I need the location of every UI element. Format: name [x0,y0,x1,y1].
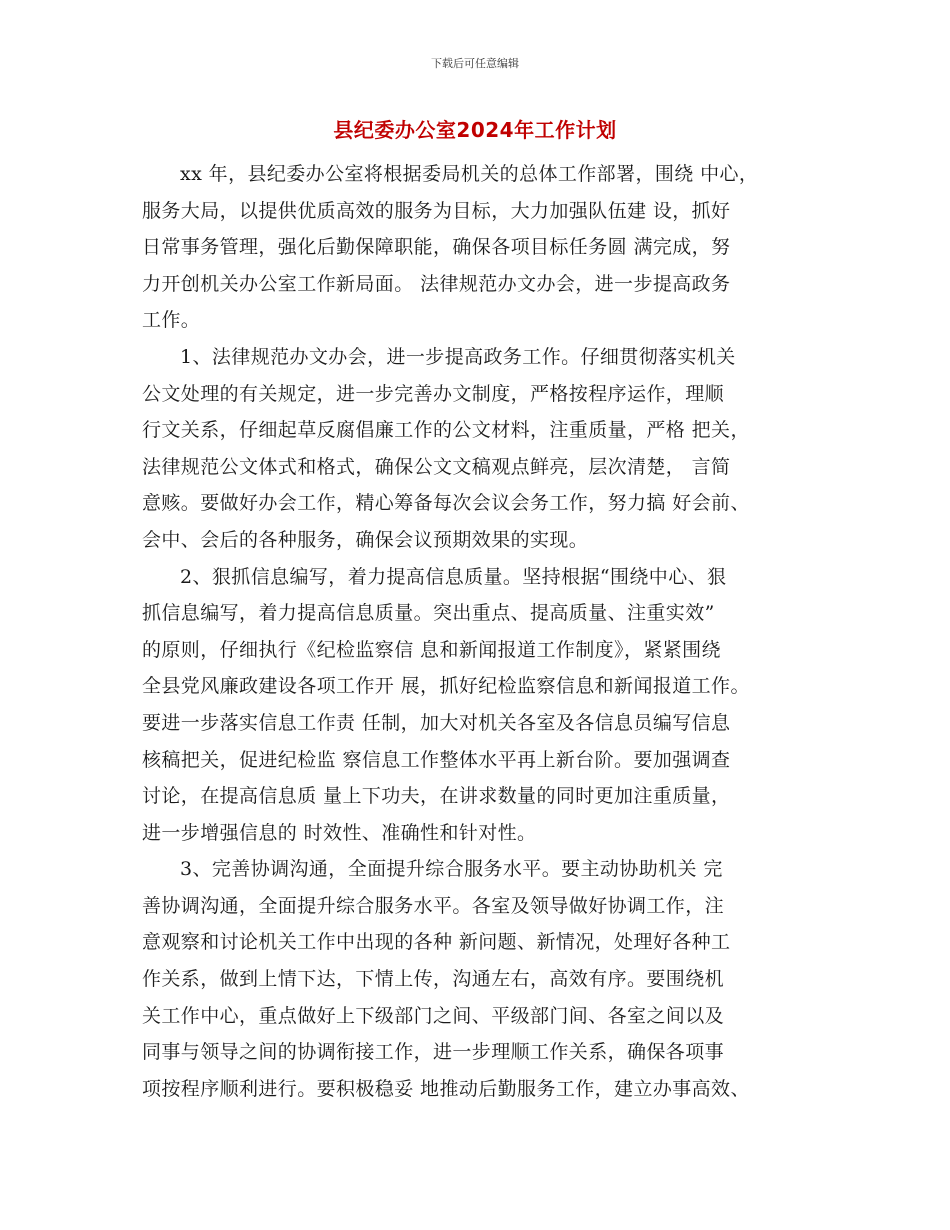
paragraph-line: 关工作中心，重点做好上下级部门之间、平级部门间、各室之间以及 [142,1004,725,1027]
paragraph-line: 进一步增强信息的 时效性、准确性和针对性。 [142,821,537,844]
paragraph-line: 法律规范公文体式和格式，确保公文文稿观点鲜亮，层次清楚， 言简 [142,455,731,478]
paragraph-line: 核稿把关，促进纪检监 察信息工作整体水平再上新台阶。要加强调查 [142,748,731,771]
paragraph-line: 公文处理的有关规定，进一步完善办文制度，严格按程序运作，理顺 [142,382,725,405]
paragraph-line: 力开创机关办公室工作新局面。 法律规范办文办会，进一步提高政务 [142,272,731,295]
paragraph-line: 善协调沟通，全面提升综合服务水平。各室及领导做好协调工作，注 [142,894,725,917]
paragraph-line: 作关系，做到上情下达，下情上传，沟通左右，高效有序。要围绕机 [142,968,725,991]
paragraph-line: 项按程序顺利进行。要积极稳妥 地推动后勤服务工作，建立办事高效、 [142,1077,750,1100]
paragraph-line: 3、完善协调沟通，全面提升综合服务水平。要主动协助机关 完 [180,858,723,881]
paragraph-line: 抓信息编写，着力提高信息质量。突出重点、提高质量、注重实效” [142,602,715,625]
paragraph-line: 全县党风廉政建设各项工作开 展，抓好纪检监察信息和新闻报道工作。 [142,675,750,698]
paragraph-line: 服务大局，以提供优质高效的服务为目标，大力加强队伍建 设，抓好 [142,199,731,222]
paragraph-line: 工作。 [142,309,201,332]
paragraph-line: 行文关系，仔细起草反腐倡廉工作的公文材料，注重质量，严格 把关， [142,419,750,442]
document-body [142,156,832,1107]
paragraph-line: 日常事务管理，强化后勤保障职能，确保各项目标任务圆 满完成，努 [142,236,731,259]
document-title: 县纪委办公室2024年工作计划 [333,118,617,142]
paragraph-line: 意观察和讨论机关工作中出现的各种 新问题、新情况，处理好各种工 [142,931,731,954]
paragraph-line: 讨论，在提高信息质 量上下功夫，在讲求数量的同时更加注重质量， [142,785,731,808]
paragraph-line: 同事与领导之间的协调衔接工作，进一步理顺工作关系，确保各项事 [142,1041,725,1064]
paragraph-line: 会中、会后的各种服务，确保会议预期效果的实现。 [142,528,589,551]
paragraph-line: 要进一步落实信息工作责 任制，加大对机关各室及各信息员编写信息 [142,711,731,734]
paragraph-line: 的原则，仔细执行《纪检监察信 息和新闻报道工作制度》，紧紧围绕 [142,638,721,661]
paragraph-line: xx 年，县纪委办公室将根据委局机关的总体工作部署，围绕 中心， [180,163,759,185]
paragraph-line: 意赅。要做好办会工作，精心筹备每次会议会务工作，努力搞 好会前、 [142,492,750,515]
header-note: 下载后可任意编辑 [431,57,519,70]
paragraph-line: 2、狠抓信息编写，着力提高信息质量。坚持根据“围绕中心、狠 [180,565,727,588]
paragraph-line: 1、法律规范办文办会，进一步提高政务工作。仔细贯彻落实机关 [180,345,736,368]
